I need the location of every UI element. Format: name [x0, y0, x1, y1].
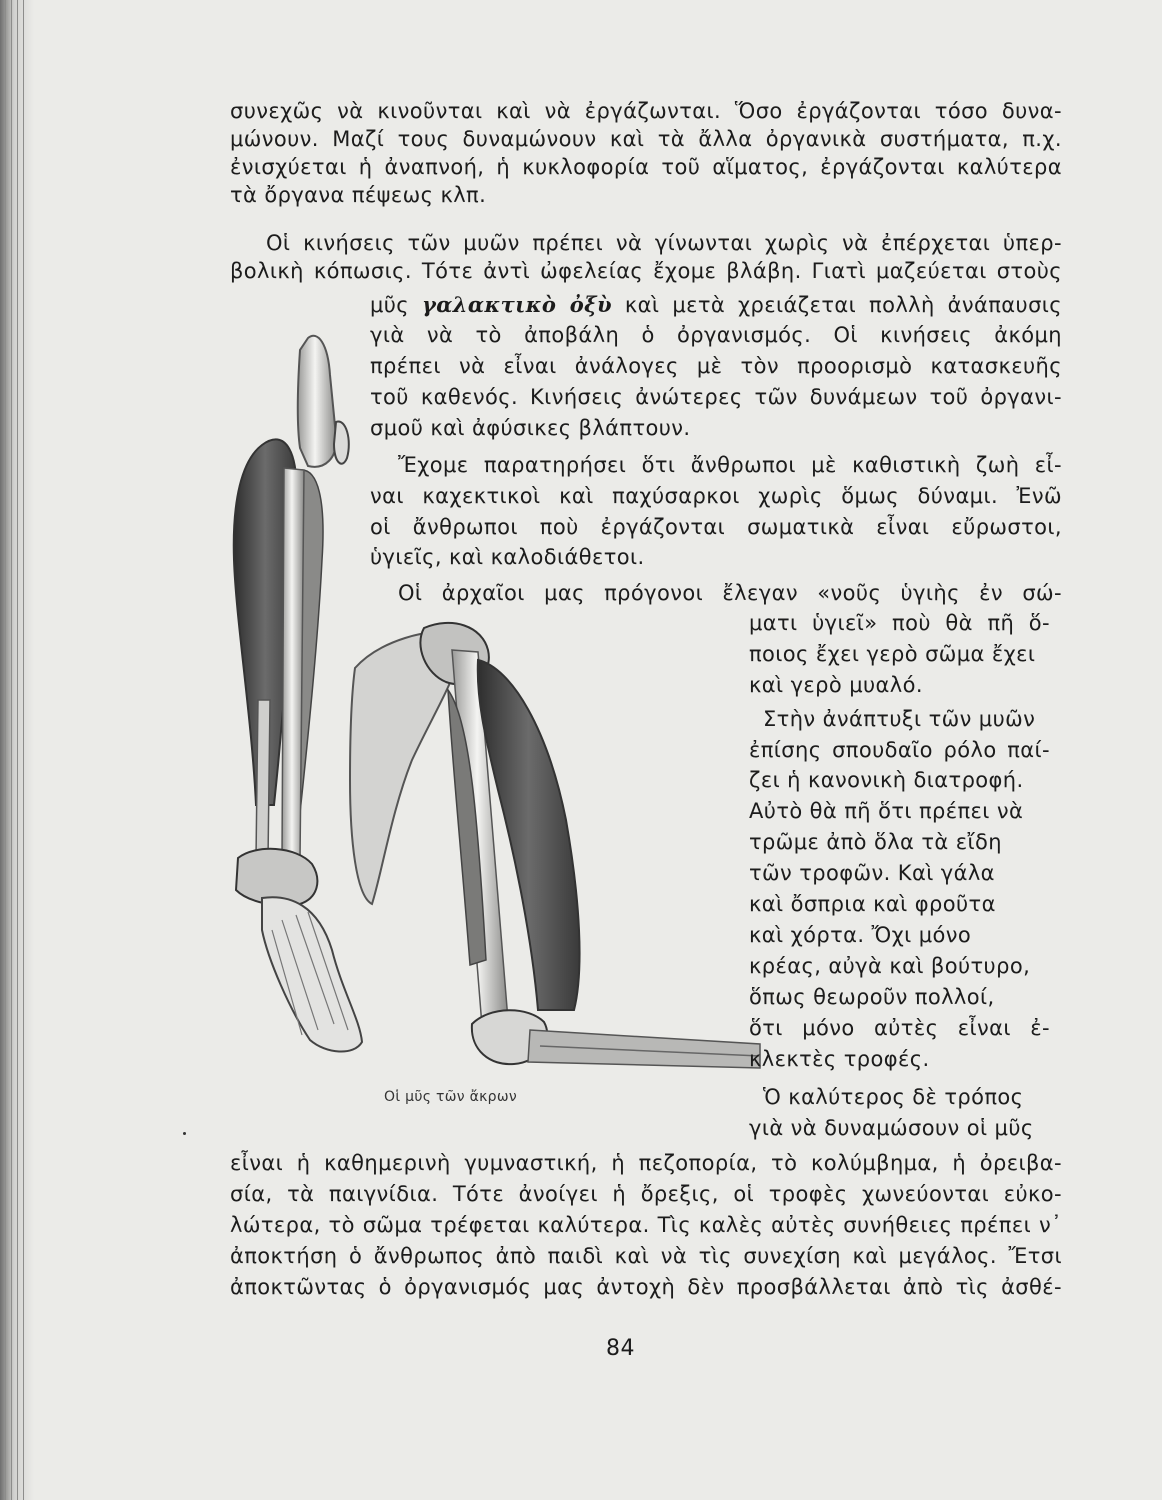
text-line: βολικὴ κόπωσις. Τότε ἀντὶ ὠφελείας ἔχομε βλάβη. Γιατὶ μαζεύεται στοὺς [230, 259, 1062, 283]
page-number: 84 [606, 1336, 635, 1361]
text-line: ἀποκτήση ὁ ἄνθρωπος ἀπὸ παιδὶ καὶ νὰ τὶς συνεχίση καὶ μεγάλος. Ἔτσι [230, 1244, 1062, 1268]
fibula-bone [256, 700, 270, 860]
text-line: καὶ ὄσπρια καὶ φροῦτα [749, 892, 996, 916]
tibia-bone [282, 468, 304, 860]
patella-bone [334, 422, 349, 464]
femur-bone [298, 336, 337, 467]
text-fragment: καὶ μετὰ χρειάζεται πολλὴ ἀνάπαυσις [612, 293, 1063, 317]
print-speck [183, 1132, 186, 1135]
text-line: ἐνισχύεται ἡ ἀναπνοή, ἡ κυκλοφορία τοῦ αἵματος, ἐργάζονται καλύτερα [230, 155, 1062, 179]
text-line: γιὰ νὰ δυναμώσουν οἱ μῦς [749, 1116, 1034, 1140]
text-line: ναι καχεκτικοὶ καὶ παχύσαρκοι χωρὶς ὅμως δύναμι. Ἐνῶ [370, 484, 1062, 508]
text-line: συνεχῶς νὰ κινοῦνται καὶ νὰ ἐργάζωνται. Ὅσο ἐργάζονται τόσο δυνα- [230, 99, 1062, 123]
text-line: καὶ χόρτα. Ὄχι μόνο [749, 923, 972, 947]
text-line: εἶναι ἡ καθημερινὴ γυμναστική, ἡ πεζοπορία, τὸ κολύμβημα, ἡ ὀρειβα- [230, 1151, 1062, 1175]
text-line: τρῶμε ἀπὸ ὅλα τὰ εἴδη [749, 830, 1002, 854]
text-line: σία, τὰ παιγνίδια. Τότε ἀνοίγει ἡ ὄρεξις, οἱ τροφὲς χωνεύονται εὐκο- [230, 1182, 1062, 1206]
text-line: ζει ἡ κανονικὴ διατροφή. [749, 768, 1024, 792]
text-line: πρέπει νὰ εἶναι ἀνάλογες μὲ τὸν προορισμὸ κατασκευῆς [370, 354, 1062, 378]
text-line: κλεκτὲς τροφές. [749, 1047, 930, 1071]
text-line: Στὴν ἀνάπτυξι τῶν μυῶν [763, 707, 1036, 731]
text-line: Οἱ κινήσεις τῶν μυῶν πρέπει νὰ γίνωνται χωρὶς νὰ ἐπέρχεται ὑπερ- [266, 231, 1062, 255]
forearm-bones [528, 1030, 760, 1068]
figure-caption: Οἱ μῦς τῶν ἄκρων [384, 1089, 518, 1105]
text-fragment: μῦς [370, 293, 422, 317]
text-line: τῶν τροφῶν. Καὶ γάλα [749, 861, 995, 885]
text-line: μώνουν. Μαζί τους δυναμώνουν καὶ τὰ ἄλλα ὀργανικὰ συστήματα, π.χ. [230, 127, 1062, 151]
text-line: σμοῦ καὶ ἀφύσικες βλάπτουν. [370, 416, 691, 440]
text-line: οἱ ἄνθρωποι ποὺ ἐργάζονται σωματικὰ εἶναι εὔρωστοι, [370, 515, 1062, 539]
text-line: λώτερα, τὸ σῶμα τρέφεται καλύτερα. Τὶς καλὲς αὐτὲς συνήθειες πρέπει ν᾽ [230, 1213, 1062, 1237]
text-line: καὶ γερὸ μυαλό. [749, 673, 923, 697]
text-line: κρέας, αὐγὰ καὶ βούτυρο, [749, 954, 1031, 978]
text-line: ὑγιεῖς, καὶ καλοδιάθετοι. [370, 545, 645, 569]
text-line: ὅτι μόνο αὐτὲς εἶναι ἐ- [749, 1016, 1050, 1040]
text-line: τὰ ὄργανα πέψεως κλπ. [230, 183, 487, 207]
text-line: ποιος ἔχει γερὸ σῶμα ἔχει [749, 642, 1036, 666]
leg-illustration [234, 336, 362, 1052]
text-line: τοῦ καθενός. Κινήσεις ἀνώτερες τῶν δυνάμεων τοῦ ὀργανι- [370, 385, 1062, 409]
text-line: Ὁ καλύτερος δὲ τρόπος [763, 1085, 1024, 1109]
text-line-lactic-acid [370, 291, 1062, 319]
text-line: ἀποκτῶντας ὁ ὀργανισμός μας ἀντοχὴ δὲν προσβάλλεται ἀπὸ τὶς ἀσθέ- [230, 1275, 1062, 1299]
text-line: ματι ὑγιεῖ» ποὺ θὰ πῆ ὅ- [749, 611, 1050, 635]
text-line: Οἱ ἀρχαῖοι μας πρόγονοι ἔλεγαν «νοῦς ὑγιὴς ἐν σώ- [398, 581, 1062, 605]
text-line: ὅπως θεωροῦν πολλοί, [749, 985, 995, 1009]
arm-illustration [350, 623, 760, 1068]
text-line: γιὰ νὰ τὸ ἀποβάλη ὁ ὀργανισμός. Οἱ κινήσεις ἀκόμη [370, 323, 1062, 347]
text-line: Ἔχομε παρατηρήσει ὅτι ἄνθρωποι μὲ καθιστικὴ ζωὴ εἶ- [398, 453, 1062, 477]
text-line: Αὐτὸ θὰ πῆ ὅτι πρέπει νὰ [749, 799, 1024, 823]
bold-term-lactic-acid: γαλακτικὸ ὀξὺ [421, 292, 612, 317]
text-line: ἐπίσης σπουδαῖο ρόλο παί- [749, 738, 1050, 762]
